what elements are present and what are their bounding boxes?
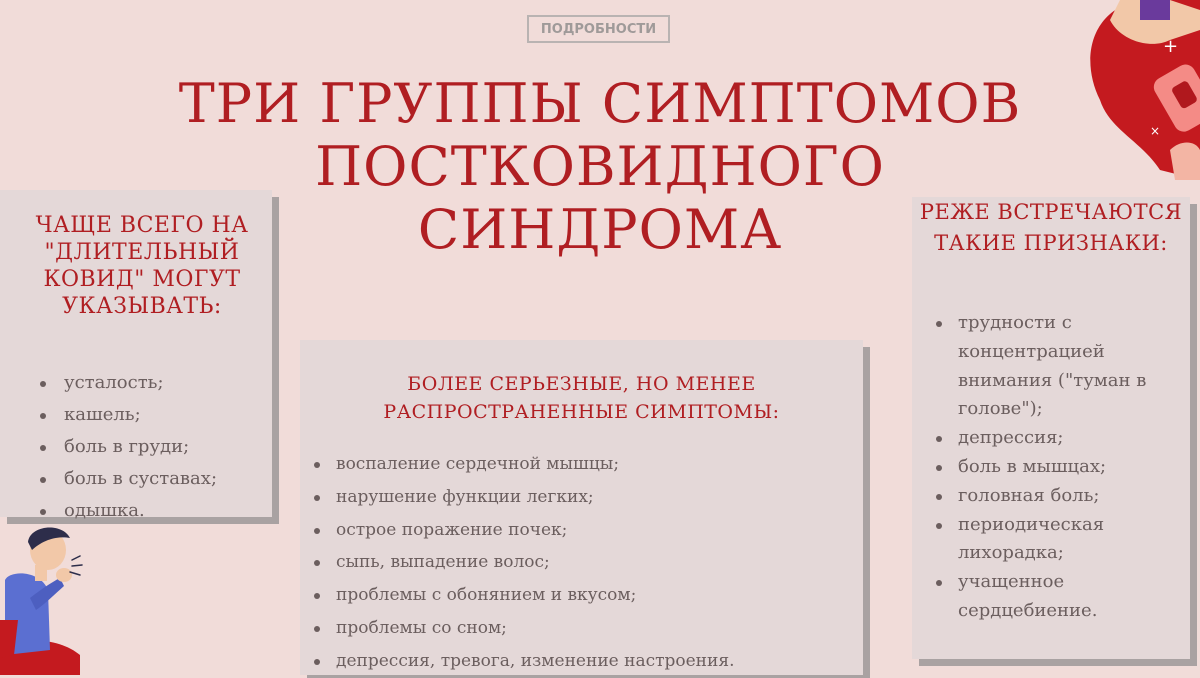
list-item: воспаление сердечной мышцы;: [314, 448, 734, 481]
list-item: усталость;: [40, 367, 217, 399]
rare-symptoms-list: [936, 309, 1183, 626]
list-item: одышка.: [40, 495, 217, 527]
svg-text:×: ×: [1150, 124, 1161, 138]
card-heading: [320, 370, 843, 426]
title-line-1: ТРИ ГРУППЫ СИМПТОМОВ: [178, 72, 1022, 135]
heading-line-1: БОЛЕЕ СЕРЬЕЗНЫЕ, НО МЕНЕЕ: [407, 373, 756, 395]
list-item: нарушение функции легких;: [314, 481, 734, 514]
list-item: боль в груди;: [40, 431, 217, 463]
list-item: проблемы со сном;: [314, 612, 734, 645]
list-item: боль в мышцах;: [936, 453, 1183, 482]
list-item: учащенное сердцебиение.: [936, 568, 1183, 626]
common-symptoms-list: [40, 367, 217, 527]
svg-text:+: +: [1163, 36, 1179, 57]
card-rare-symptoms: [912, 197, 1190, 659]
card-heading: ЧАЩЕ ВСЕГО НА "ДЛИТЕЛЬНЫЙ КОВИД" МОГУТ УКАЗЫВАТЬ:: [35, 213, 249, 319]
title-line-2: ПОСТКОВИДНОГО: [315, 135, 885, 198]
list-item: боль в суставах;: [40, 463, 217, 495]
list-item: депрессия;: [936, 424, 1183, 453]
list-item: депрессия, тревога, изменение настроения.: [314, 645, 734, 678]
card-heading: РЕЖЕ ВСТРЕЧАЮТСЯ ТАКИЕ ПРИЗНАКИ:: [919, 200, 1183, 255]
heading-line-2: РАСПРОСТРАНЕННЫЕ СИМПТОМЫ:: [383, 401, 780, 423]
list-item: острое поражение почек;: [314, 514, 734, 547]
serious-symptoms-list: [314, 448, 734, 678]
person-coughing-illustration: [0, 520, 90, 675]
logo: ПОДРОБНОСТИ: [527, 15, 670, 43]
list-item: головная боль;: [936, 482, 1183, 511]
list-item: сыпь, выпадение волос;: [314, 546, 734, 579]
list-item: проблемы с обонянием и вкусом;: [314, 579, 734, 612]
card-serious-symptoms: [300, 340, 863, 675]
list-item: периодическая лихорадка;: [936, 511, 1183, 569]
title-line-3: СИНДРОМА: [417, 198, 783, 261]
hand-with-test-illustration: [1080, 0, 1200, 180]
list-item: трудности с концентрацией внимания ("туман в голове");: [936, 309, 1183, 424]
list-item: кашель;: [40, 399, 217, 431]
